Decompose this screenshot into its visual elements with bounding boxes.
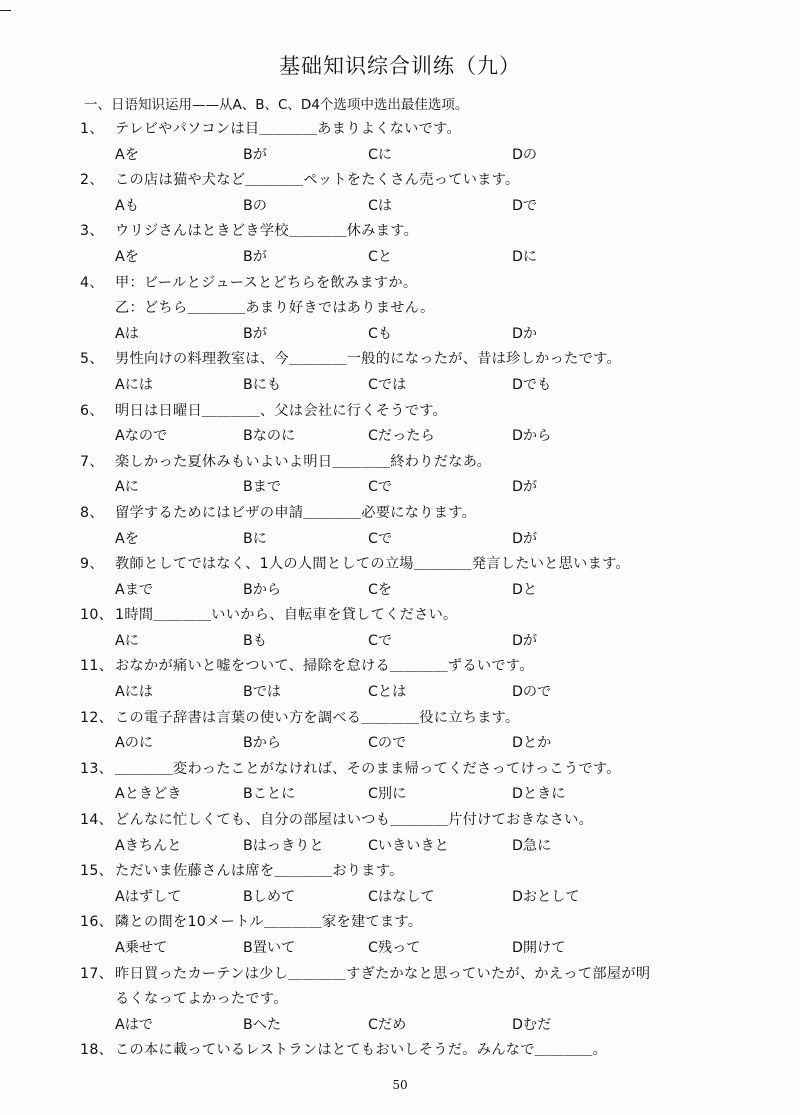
question-text: ただいま佐藤さんは席を＿＿＿＿おります。	[115, 863, 404, 880]
question-text: どんなに忙しくても、自分の部屋はいつも＿＿＿＿片付けておきなさい。	[115, 812, 594, 829]
answer-options	[80, 731, 730, 757]
option-c: Cので	[368, 735, 407, 752]
option-c: Cとは	[368, 684, 407, 701]
answer-options	[80, 936, 730, 962]
option-a: Aには	[115, 684, 154, 701]
option-d: Dが	[512, 530, 538, 547]
question-item	[80, 117, 730, 168]
question-line	[80, 168, 730, 194]
question-item	[80, 168, 730, 219]
option-b: Bに	[243, 530, 267, 547]
answer-options	[80, 475, 730, 501]
question-number: 17、	[80, 965, 114, 982]
option-d: Dときに	[512, 786, 566, 803]
question-line	[80, 1038, 730, 1064]
option-d: Dので	[512, 684, 552, 701]
option-b: Bから	[243, 581, 282, 598]
question-item	[80, 706, 730, 757]
option-a: Aは	[115, 325, 139, 342]
answer-options	[80, 527, 730, 553]
option-b: Bにも	[243, 376, 282, 393]
question-line	[80, 552, 730, 578]
answer-options	[80, 424, 730, 450]
option-d: Dが	[512, 632, 538, 649]
option-a: Aまで	[115, 581, 154, 598]
option-d: Dとか	[512, 735, 552, 752]
answer-options	[80, 373, 730, 399]
question-number: 1、	[80, 121, 104, 137]
question-text: 教師としてではなく、1人の人間としての立場＿＿＿＿発言したいと思います。	[115, 556, 630, 573]
option-a: A乗せて	[115, 940, 168, 956]
question-line	[80, 706, 730, 732]
option-b: Bの	[243, 197, 267, 214]
question-text: 男性向けの料理教室は、今＿＿＿＿一般的になったが、昔は珍しかったです。	[115, 351, 621, 368]
question-text: この店は猫や犬など＿＿＿＿ペットをたくさん売っています。	[115, 172, 520, 189]
option-a: Aを	[115, 248, 139, 265]
option-b: Bことに	[243, 786, 296, 803]
question-line	[80, 654, 730, 680]
question-number: 14、	[80, 812, 114, 829]
question-line	[80, 603, 730, 629]
option-b: Bが	[243, 146, 267, 163]
question-number: 3、	[80, 223, 104, 240]
answer-options	[80, 834, 730, 860]
question-text: 1時間＿＿＿＿いいから、自転車を貸してください。	[115, 607, 458, 624]
option-c: Cはなして	[368, 888, 435, 905]
question-text: 隣との間を10メートル＿＿＿＿家を建てます。	[115, 914, 423, 931]
option-d: Dか	[512, 325, 538, 342]
option-d: Dおとして	[512, 888, 580, 905]
option-d: D急に	[512, 837, 552, 854]
option-c: Cいきいきと	[368, 837, 449, 854]
answer-options	[80, 885, 730, 911]
question-line	[80, 501, 730, 527]
question-text: テレビやパソコンは目＿＿＿＿あまりよくないです。	[115, 121, 461, 137]
question-line	[80, 910, 730, 936]
option-a: Aのに	[115, 735, 154, 752]
option-a: Aはずして	[115, 888, 182, 905]
question-item	[80, 757, 730, 808]
option-c: Cと	[368, 248, 393, 265]
option-a: Aも	[115, 197, 139, 214]
question-text: 甲：ビールとジュースとどちらを飲みますか。	[115, 274, 418, 291]
question-number: 4、	[80, 274, 104, 291]
question-line	[80, 808, 730, 834]
answer-options	[80, 629, 730, 655]
question-item	[80, 399, 730, 450]
question-number: 13、	[80, 760, 114, 777]
answer-options	[80, 782, 730, 808]
option-c: Cに	[368, 146, 393, 163]
question-line	[80, 757, 730, 783]
question-number: 16、	[80, 914, 114, 931]
question-number: 12、	[80, 709, 114, 726]
question-text: ウリジさんはときどき学校＿＿＿＿休みます。	[115, 223, 419, 240]
option-b: Bも	[243, 632, 267, 649]
option-c: Cで	[368, 530, 393, 547]
option-a: Aはで	[115, 1016, 154, 1033]
option-d: Dで	[512, 197, 538, 214]
option-b: Bしめて	[243, 888, 296, 905]
option-d: Dに	[512, 248, 538, 265]
question-line	[80, 450, 730, 476]
answer-options	[80, 143, 730, 169]
option-a: Aなので	[115, 428, 168, 445]
scan-edge-mark	[0, 10, 11, 11]
question-number: 2、	[80, 172, 104, 189]
question-line	[80, 271, 730, 297]
option-b: Bが	[243, 248, 267, 265]
question-number: 11、	[80, 658, 114, 675]
question-number: 9、	[80, 556, 104, 573]
question-text: 昨日買ったカーテンは少し＿＿＿＿すぎたかなと思っていたが、かえって部屋が明	[115, 965, 651, 982]
option-b: Bはっきりと	[243, 837, 324, 854]
question-number: 8、	[80, 504, 104, 521]
option-d: Dでも	[512, 376, 552, 393]
question-text: この本に載っているレストランはとてもおいしそうだ。みんなで＿＿＿＿。	[115, 1042, 608, 1059]
question-line	[80, 987, 730, 1013]
question-text: ＿＿＿＿変わったことがなければ、そのまま帰ってくださってけっこうです。	[115, 760, 621, 777]
answer-options	[80, 194, 730, 220]
question-item	[80, 654, 730, 705]
option-c: Cだめ	[368, 1016, 407, 1033]
question-list	[80, 117, 730, 1064]
question-item	[80, 962, 730, 1039]
section-instruction: 一、日语知识运用——从A、B、C、D4个选项中选出最佳选项。	[84, 97, 469, 113]
option-a: Aきちんと	[115, 837, 182, 854]
answer-options	[80, 578, 730, 604]
option-a: Aには	[115, 376, 154, 393]
option-c: Cを	[368, 581, 393, 598]
answer-options	[80, 680, 730, 706]
option-c: C残って	[368, 940, 421, 956]
question-line	[80, 296, 730, 322]
option-b: B置いて	[243, 940, 296, 956]
question-text: 明日は日曜日＿＿＿＿、父は会社に行くそうです。	[115, 402, 448, 419]
question-item	[80, 808, 730, 859]
question-text: 留学するためにはビザの申請＿＿＿＿必要になります。	[115, 504, 477, 521]
page-number: 50	[392, 1078, 408, 1092]
option-d: Dが	[512, 479, 538, 496]
question-line	[80, 219, 730, 245]
option-a: Aに	[115, 632, 139, 649]
page-title: 基础知识综合训练（九）	[279, 54, 521, 78]
question-item	[80, 450, 730, 501]
option-c: C別に	[368, 786, 407, 803]
option-d: Dと	[512, 581, 538, 598]
question-item	[80, 347, 730, 398]
option-c: Cは	[368, 197, 393, 214]
question-number: 10、	[80, 607, 114, 624]
option-d: Dから	[512, 428, 552, 445]
option-b: Bなのに	[243, 428, 296, 445]
option-c: Cだったら	[368, 428, 435, 445]
question-line	[80, 347, 730, 373]
option-b: Bへた	[243, 1016, 282, 1033]
answer-options	[80, 245, 730, 271]
option-d: Dの	[512, 146, 538, 163]
option-a: Aを	[115, 530, 139, 547]
question-text: 楽しかった夏休みもいよいよ明日＿＿＿＿終わりだなあ。	[115, 453, 492, 470]
question-item	[80, 1038, 730, 1064]
option-d: D開けて	[512, 940, 566, 956]
option-b: Bまで	[243, 479, 282, 496]
question-item	[80, 271, 730, 348]
option-c: Cでは	[368, 376, 407, 393]
question-text: 乙：どちら＿＿＿＿あまり好きではありません。	[115, 300, 435, 317]
option-c: Cで	[368, 632, 393, 649]
question-item	[80, 859, 730, 910]
question-item	[80, 219, 730, 270]
option-a: Aを	[115, 146, 139, 163]
question-item	[80, 501, 730, 552]
option-b: Bが	[243, 325, 267, 342]
question-line	[80, 117, 730, 143]
question-number: 15、	[80, 863, 114, 880]
option-d: Dむだ	[512, 1016, 552, 1033]
question-text: この電子辞書は言葉の使い方を調べる＿＿＿＿役に立ちます。	[115, 709, 520, 726]
answer-options	[80, 322, 730, 348]
option-b: Bから	[243, 735, 282, 752]
question-number: 6、	[80, 402, 104, 419]
question-item	[80, 910, 730, 961]
option-a: Aときどき	[115, 786, 182, 803]
question-line	[80, 962, 730, 988]
question-line	[80, 399, 730, 425]
question-number: 7、	[80, 453, 104, 470]
option-a: Aに	[115, 479, 139, 496]
option-c: Cで	[368, 479, 393, 496]
question-number: 5、	[80, 351, 104, 368]
answer-options	[80, 1013, 730, 1039]
question-text: るくなってよかったです。	[115, 991, 288, 1008]
question-item	[80, 552, 730, 603]
option-c: Cも	[368, 325, 393, 342]
question-line	[80, 859, 730, 885]
question-text: おなかが痛いと嘘をついて、掃除を怠ける＿＿＿＿ずるいです。	[115, 658, 534, 675]
question-number: 18、	[80, 1042, 114, 1059]
option-b: Bでは	[243, 684, 282, 701]
question-item	[80, 603, 730, 654]
